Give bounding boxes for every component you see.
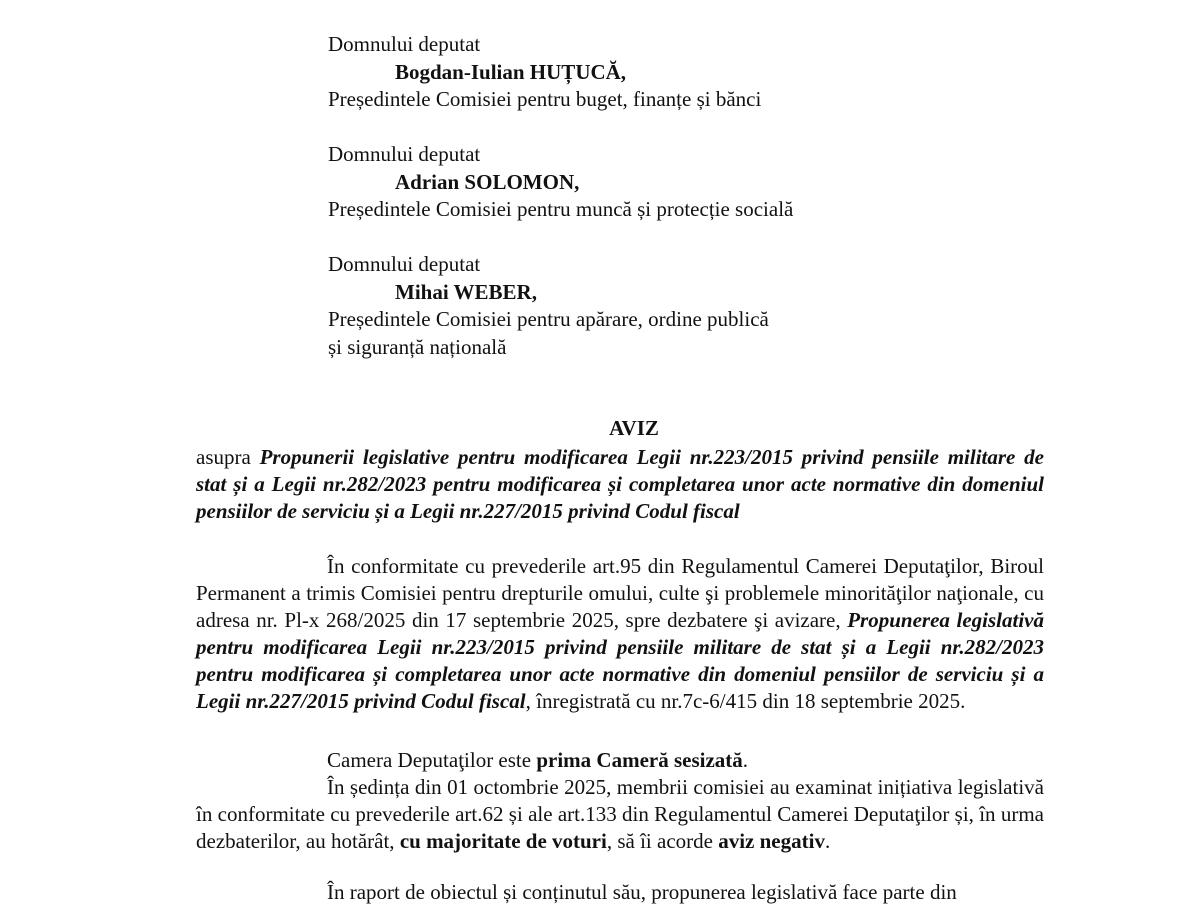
period: . <box>742 748 749 772</box>
paragraph-partial <box>196 879 1044 906</box>
recipient-block-2 <box>328 141 793 224</box>
paragraph-decision <box>196 774 1044 855</box>
recipient-role: Președintele Comisiei pentru apărare, ordine publică <box>328 307 769 331</box>
recipient-role: Președintele Comisiei pentru buget, finanțe și bănci <box>328 87 762 111</box>
subject-prefix: asupra <box>196 445 260 469</box>
recipient-role: Președintele Comisiei pentru muncă și protecție socială <box>328 197 794 221</box>
salutation: Domnului deputat <box>328 252 481 276</box>
referral-text: În conformitate cu prevederile art.95 din Regulamentul Camerei Deputaţilor, Biroul Permanent a trimis Comisiei pentru drepturile omului, culte şi problemele minorităţilor naţionale, cu adresa nr. Pl-x 268/2025 din 17 septembrie 2025, spre dezbatere şi avizare, <box>196 554 1044 632</box>
partial-text: În raport de obiectul și conținutul său, propunerea legislativă face parte din <box>327 880 957 904</box>
salutation: Domnului deputat <box>328 142 481 166</box>
first-chamber-bold: prima Cameră sesizată <box>536 748 743 772</box>
decision-text: În ședința din 01 octombrie 2025, membrii comisiei au examinat inițiativa legislativă în conformitate cu prevederile art.62 și ale art.133 din Regulamentul Camerei Deputaţilor și, în urma dezbaterilor, au hotărât, <box>196 775 1044 853</box>
aviz-subject <box>196 444 1044 525</box>
majority-vote: cu majoritate de voturi <box>399 829 607 853</box>
negative-opinion: aviz negativ <box>718 829 825 853</box>
paragraph-referral <box>196 553 1044 715</box>
salutation: Domnului deputat <box>328 32 481 56</box>
subject-title: Propunerii legislative pentru modificarea Legii nr.223/2015 privind pensiile militare de stat și a Legii nr.282/2023 pentru modificarea și completarea unor acte normative din domeniul pensiilor de serviciu și a Legii nr.227/2015 privind Codul fiscal <box>196 445 1044 523</box>
recipient-role-cont: și siguranță națională <box>328 334 507 359</box>
paragraph-first-chamber <box>196 747 1044 774</box>
period: . <box>824 829 831 853</box>
registration-text: , înregistrată cu nr.7c-6/415 din 18 septembrie 2025. <box>525 689 966 713</box>
recipient-name: Mihai WEBER, <box>395 279 537 304</box>
document-title: AVIZ <box>609 416 659 440</box>
recipient-name: Adrian SOLOMON, <box>395 169 580 194</box>
recipient-block-1 <box>328 31 761 114</box>
chamber-text: Camera Deputaţilor este <box>327 748 537 772</box>
proposal-title: Propunerea legislativă pentru modificarea Legii nr.223/2015 privind pensiile militare de stat și a Legii nr.282/2023 pentru modificarea și completarea unor acte normative din domeniul pensiilor de serviciu și a Legii nr.227/2015 privind Codul fiscal <box>196 608 1044 713</box>
decision-text-cont: , să îi acorde <box>606 829 719 853</box>
recipient-block-3 <box>328 251 769 361</box>
recipient-name: Bogdan-Iulian HUȚUCĂ, <box>395 59 627 84</box>
